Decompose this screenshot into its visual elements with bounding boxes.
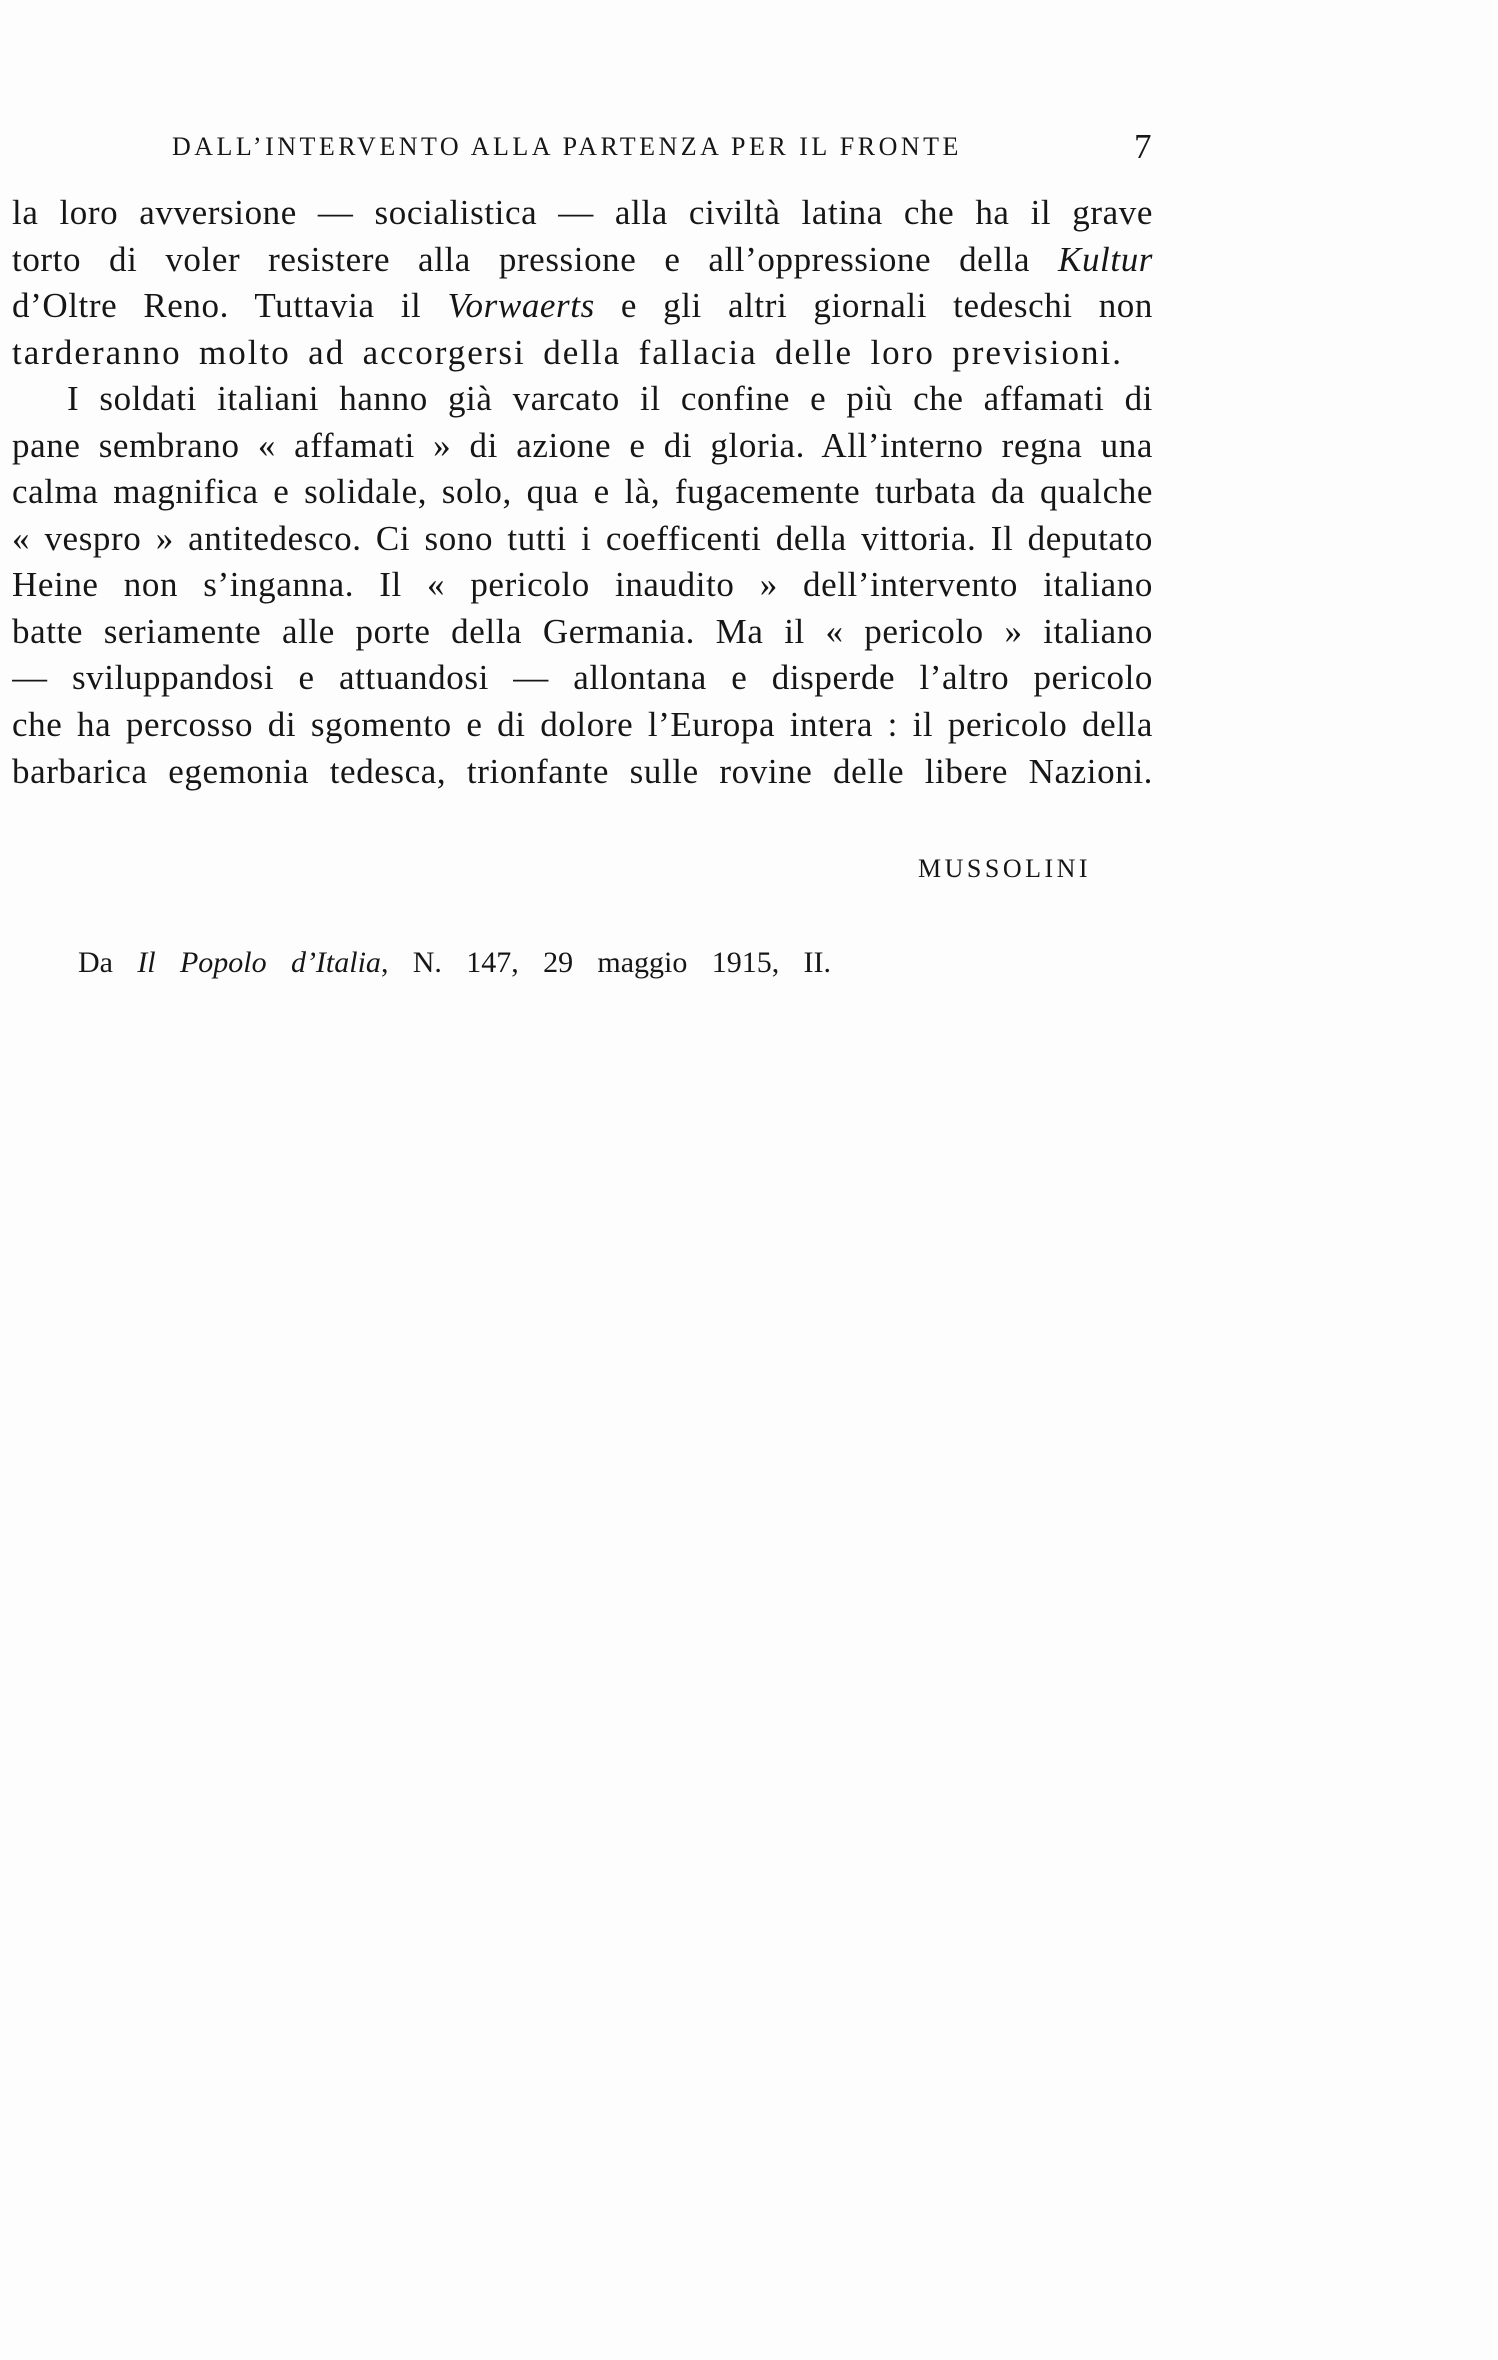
line-text: che ha percosso di sgomento e di dolore l’Europa intera : il pericolo della: [12, 705, 1153, 745]
line-text: torto di voler resistere alla pressione e all’oppressione della: [12, 239, 1031, 279]
text-line: [12, 237, 1153, 284]
text-line: [12, 376, 1153, 423]
text-line: [12, 423, 1153, 470]
source-details: , N. 147, 29 maggio 1915, II.: [380, 946, 831, 979]
line-text: la loro avversione — socialistica — alla civiltà latina che ha il grave: [12, 193, 1153, 232]
line-text: barbarica egemonia tedesca, trionfante sulle rovine delle libere Nazioni.: [12, 751, 1153, 791]
source-citation: [78, 943, 831, 983]
text-line: [12, 330, 1153, 377]
paragraph: [12, 190, 1153, 376]
page-number: 7: [1134, 127, 1152, 166]
line-text: Heine non s’inganna. Il « pericolo inaudito » dell’intervento italiano: [12, 565, 1153, 605]
line-text: calma magnifica e solidale, solo, qua e là, fugacemente turbata da qualche: [12, 472, 1153, 512]
text-line: [12, 283, 1153, 330]
text-line: [12, 749, 1153, 796]
publication-title: Il Popolo d’Italia: [137, 946, 381, 979]
line-text: pane sembrano « affamati » di azione e di gloria. All’interno regna una: [12, 425, 1153, 465]
line-text: tarderanno molto ad accorgersi della fallacia delle loro previsioni.: [12, 332, 1123, 372]
line-text: « vespro » antitedesco. Ci sono tutti i coefficenti della vittoria. Il deputato: [12, 518, 1153, 558]
source-prefix: Da: [78, 946, 113, 979]
running-head: DALL’INTERVENTO ALLA PARTENZA PER IL FRONTE: [172, 132, 962, 161]
text-line: [12, 702, 1153, 749]
line-text: I soldati italiani hanno già varcato il confine e più che affamati di: [67, 379, 1153, 419]
line-text: batte seriamente alle porte della Germania. Ma il « pericolo » italiano: [12, 611, 1153, 651]
italic-term: Kultur: [1058, 239, 1153, 279]
line-text: e gli altri giornali tedeschi non: [620, 286, 1153, 326]
text-line: [12, 190, 1153, 237]
paragraph: [12, 376, 1153, 795]
italic-term: Vorwaerts: [447, 286, 595, 326]
body-text: [12, 190, 1153, 795]
text-line: [12, 562, 1153, 609]
text-line: [12, 516, 1153, 563]
text-line: [12, 655, 1153, 702]
text-line: [12, 469, 1153, 516]
author-signature: MUSSOLINI: [918, 854, 1092, 883]
line-text: d’Oltre Reno. Tuttavia il: [12, 286, 422, 326]
text-line: [12, 609, 1153, 656]
line-text: — sviluppandosi e attuandosi — allontana e disperde l’altro pericolo: [12, 658, 1153, 698]
